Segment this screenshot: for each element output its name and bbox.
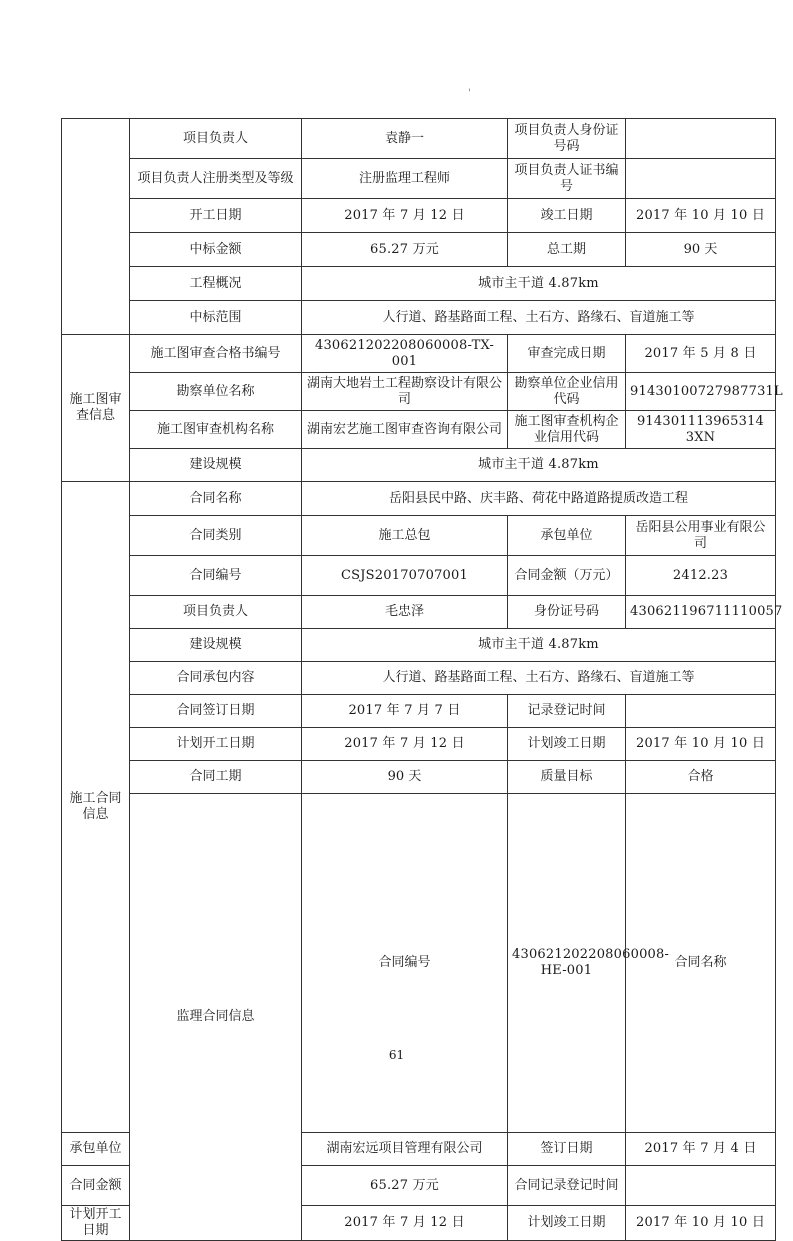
top-mark: ' xyxy=(468,88,471,99)
label-supervision-contractor: 承包单位 xyxy=(62,1133,130,1166)
section-construction-contract: 施工合同信息 xyxy=(62,482,130,1133)
label-supervision-name: 合同名称 xyxy=(626,794,776,1133)
label-survey-credit-code: 勘察单位企业信用代码 xyxy=(508,373,626,411)
value-contract-no: CSJS20170707001 xyxy=(302,556,508,596)
label-contract-type: 合同类别 xyxy=(130,516,302,556)
value-project-overview: 城市主干道 4.87km xyxy=(302,267,776,301)
value-contract-name: 岳阳县民中路、庆丰路、荷花中路道路提质改造工程 xyxy=(302,482,776,516)
label-supervision-sign-date: 签订日期 xyxy=(508,1133,626,1166)
value-sign-date: 2017 年 7 月 7 日 xyxy=(302,695,508,728)
value-contract-type: 施工总包 xyxy=(302,516,508,556)
value-contract-amount: 2412.23 xyxy=(626,556,776,596)
value-review-cert-no: 430621202208060008-TX-001 xyxy=(302,335,508,373)
value-completion-date: 2017 年 10 月 10 日 xyxy=(626,199,776,233)
value-review-done-date: 2017 年 5 月 8 日 xyxy=(626,335,776,373)
label-supervision-plan-end: 计划竣工日期 xyxy=(508,1206,626,1241)
label-completion-date: 竣工日期 xyxy=(508,199,626,233)
label-contract-amount: 合同金额（万元） xyxy=(508,556,626,596)
value-supervision-contractor: 湖南宏远项目管理有限公司 xyxy=(302,1133,508,1166)
label-contract-manager: 项目负责人 xyxy=(130,596,302,629)
label-survey-unit: 勘察单位名称 xyxy=(130,373,302,411)
value-bid-scope: 人行道、路基路面工程、土石方、路缘石、盲道施工等 xyxy=(302,301,776,335)
value-total-duration: 90 天 xyxy=(626,233,776,267)
label-contract-content: 合同承包内容 xyxy=(130,662,302,695)
value-contractor: 岳阳县公用事业有限公司 xyxy=(626,516,776,556)
value-id-number: 430621196711110057 xyxy=(626,596,776,629)
value-quality-target: 合格 xyxy=(626,761,776,794)
label-contract-name: 合同名称 xyxy=(130,482,302,516)
value-supervision-plan-end: 2017 年 10 月 10 日 xyxy=(626,1206,776,1241)
label-contract-period: 合同工期 xyxy=(130,761,302,794)
label-bid-scope: 中标范围 xyxy=(130,301,302,335)
label-plan-end: 计划竣工日期 xyxy=(508,728,626,761)
value-contract-scale: 城市主干道 4.87km xyxy=(302,629,776,662)
label-bid-amount: 中标金额 xyxy=(130,233,302,267)
label-contract-scale: 建设规模 xyxy=(130,629,302,662)
label-project-overview: 工程概况 xyxy=(130,267,302,301)
value-start-date: 2017 年 7 月 12 日 xyxy=(302,199,508,233)
value-contract-content: 人行道、路基路面工程、土石方、路缘石、盲道施工等 xyxy=(302,662,776,695)
label-project-manager: 项目负责人 xyxy=(130,119,302,159)
value-review-scale: 城市主干道 4.87km xyxy=(302,449,776,482)
label-quality-target: 质量目标 xyxy=(508,761,626,794)
label-registration-type: 项目负责人注册类型及等级 xyxy=(130,159,302,199)
value-supervision-plan-start: 2017 年 7 月 12 日 xyxy=(302,1206,508,1241)
section-drawing-review: 施工图审查信息 xyxy=(62,335,130,482)
label-review-scale: 建设规模 xyxy=(130,449,302,482)
label-record-time: 记录登记时间 xyxy=(508,695,626,728)
value-review-agency-credit: 914301113965314 3XN xyxy=(626,411,776,449)
value-plan-start: 2017 年 7 月 12 日 xyxy=(302,728,508,761)
label-supervision-record: 合同记录登记时间 xyxy=(508,1166,626,1206)
label-certificate-no: 项目负责人证书编号 xyxy=(508,159,626,199)
value-contract-period: 90 天 xyxy=(302,761,508,794)
label-review-done-date: 审查完成日期 xyxy=(508,335,626,373)
value-survey-credit-code: 91430100727987731L xyxy=(626,373,776,411)
value-project-manager-id xyxy=(626,119,776,159)
value-record-time xyxy=(626,695,776,728)
label-plan-start: 计划开工日期 xyxy=(130,728,302,761)
section-project-blank xyxy=(62,119,130,335)
value-plan-end: 2017 年 10 月 10 日 xyxy=(626,728,776,761)
label-review-cert-no: 施工图审查合格书编号 xyxy=(130,335,302,373)
label-id-number: 身份证号码 xyxy=(508,596,626,629)
label-sign-date: 合同签订日期 xyxy=(130,695,302,728)
value-registration-type: 注册监理工程师 xyxy=(302,159,508,199)
label-supervision-plan-start: 计划开工日期 xyxy=(62,1206,130,1241)
value-contract-manager: 毛忠泽 xyxy=(302,596,508,629)
value-review-agency: 湖南宏艺施工图审查咨询有限公司 xyxy=(302,411,508,449)
value-supervision-sign-date: 2017 年 7 月 4 日 xyxy=(626,1133,776,1166)
label-start-date: 开工日期 xyxy=(130,199,302,233)
value-project-manager: 袁静一 xyxy=(302,119,508,159)
value-supervision-record xyxy=(626,1166,776,1206)
label-review-agency-credit: 施工图审查机构企业信用代码 xyxy=(508,411,626,449)
value-certificate-no xyxy=(626,159,776,199)
value-survey-unit: 湖南大地岩土工程勘察设计有限公司 xyxy=(302,373,508,411)
label-project-manager-id: 项目负责人身份证号码 xyxy=(508,119,626,159)
label-supervision-no: 合同编号 xyxy=(302,794,508,1133)
section-supervision-contract: 监理合同信息 xyxy=(130,794,302,1241)
value-supervision-no: 430621202208060008-HE-001 xyxy=(508,794,626,1133)
label-review-agency: 施工图审查机构名称 xyxy=(130,411,302,449)
label-total-duration: 总工期 xyxy=(508,233,626,267)
project-info-table xyxy=(61,118,783,1241)
page-number: 61 xyxy=(388,1048,405,1062)
value-supervision-amount: 65.27 万元 xyxy=(302,1166,508,1206)
value-bid-amount: 65.27 万元 xyxy=(302,233,508,267)
label-contract-no: 合同编号 xyxy=(130,556,302,596)
label-supervision-amount: 合同金额 xyxy=(62,1166,130,1206)
label-contractor: 承包单位 xyxy=(508,516,626,556)
